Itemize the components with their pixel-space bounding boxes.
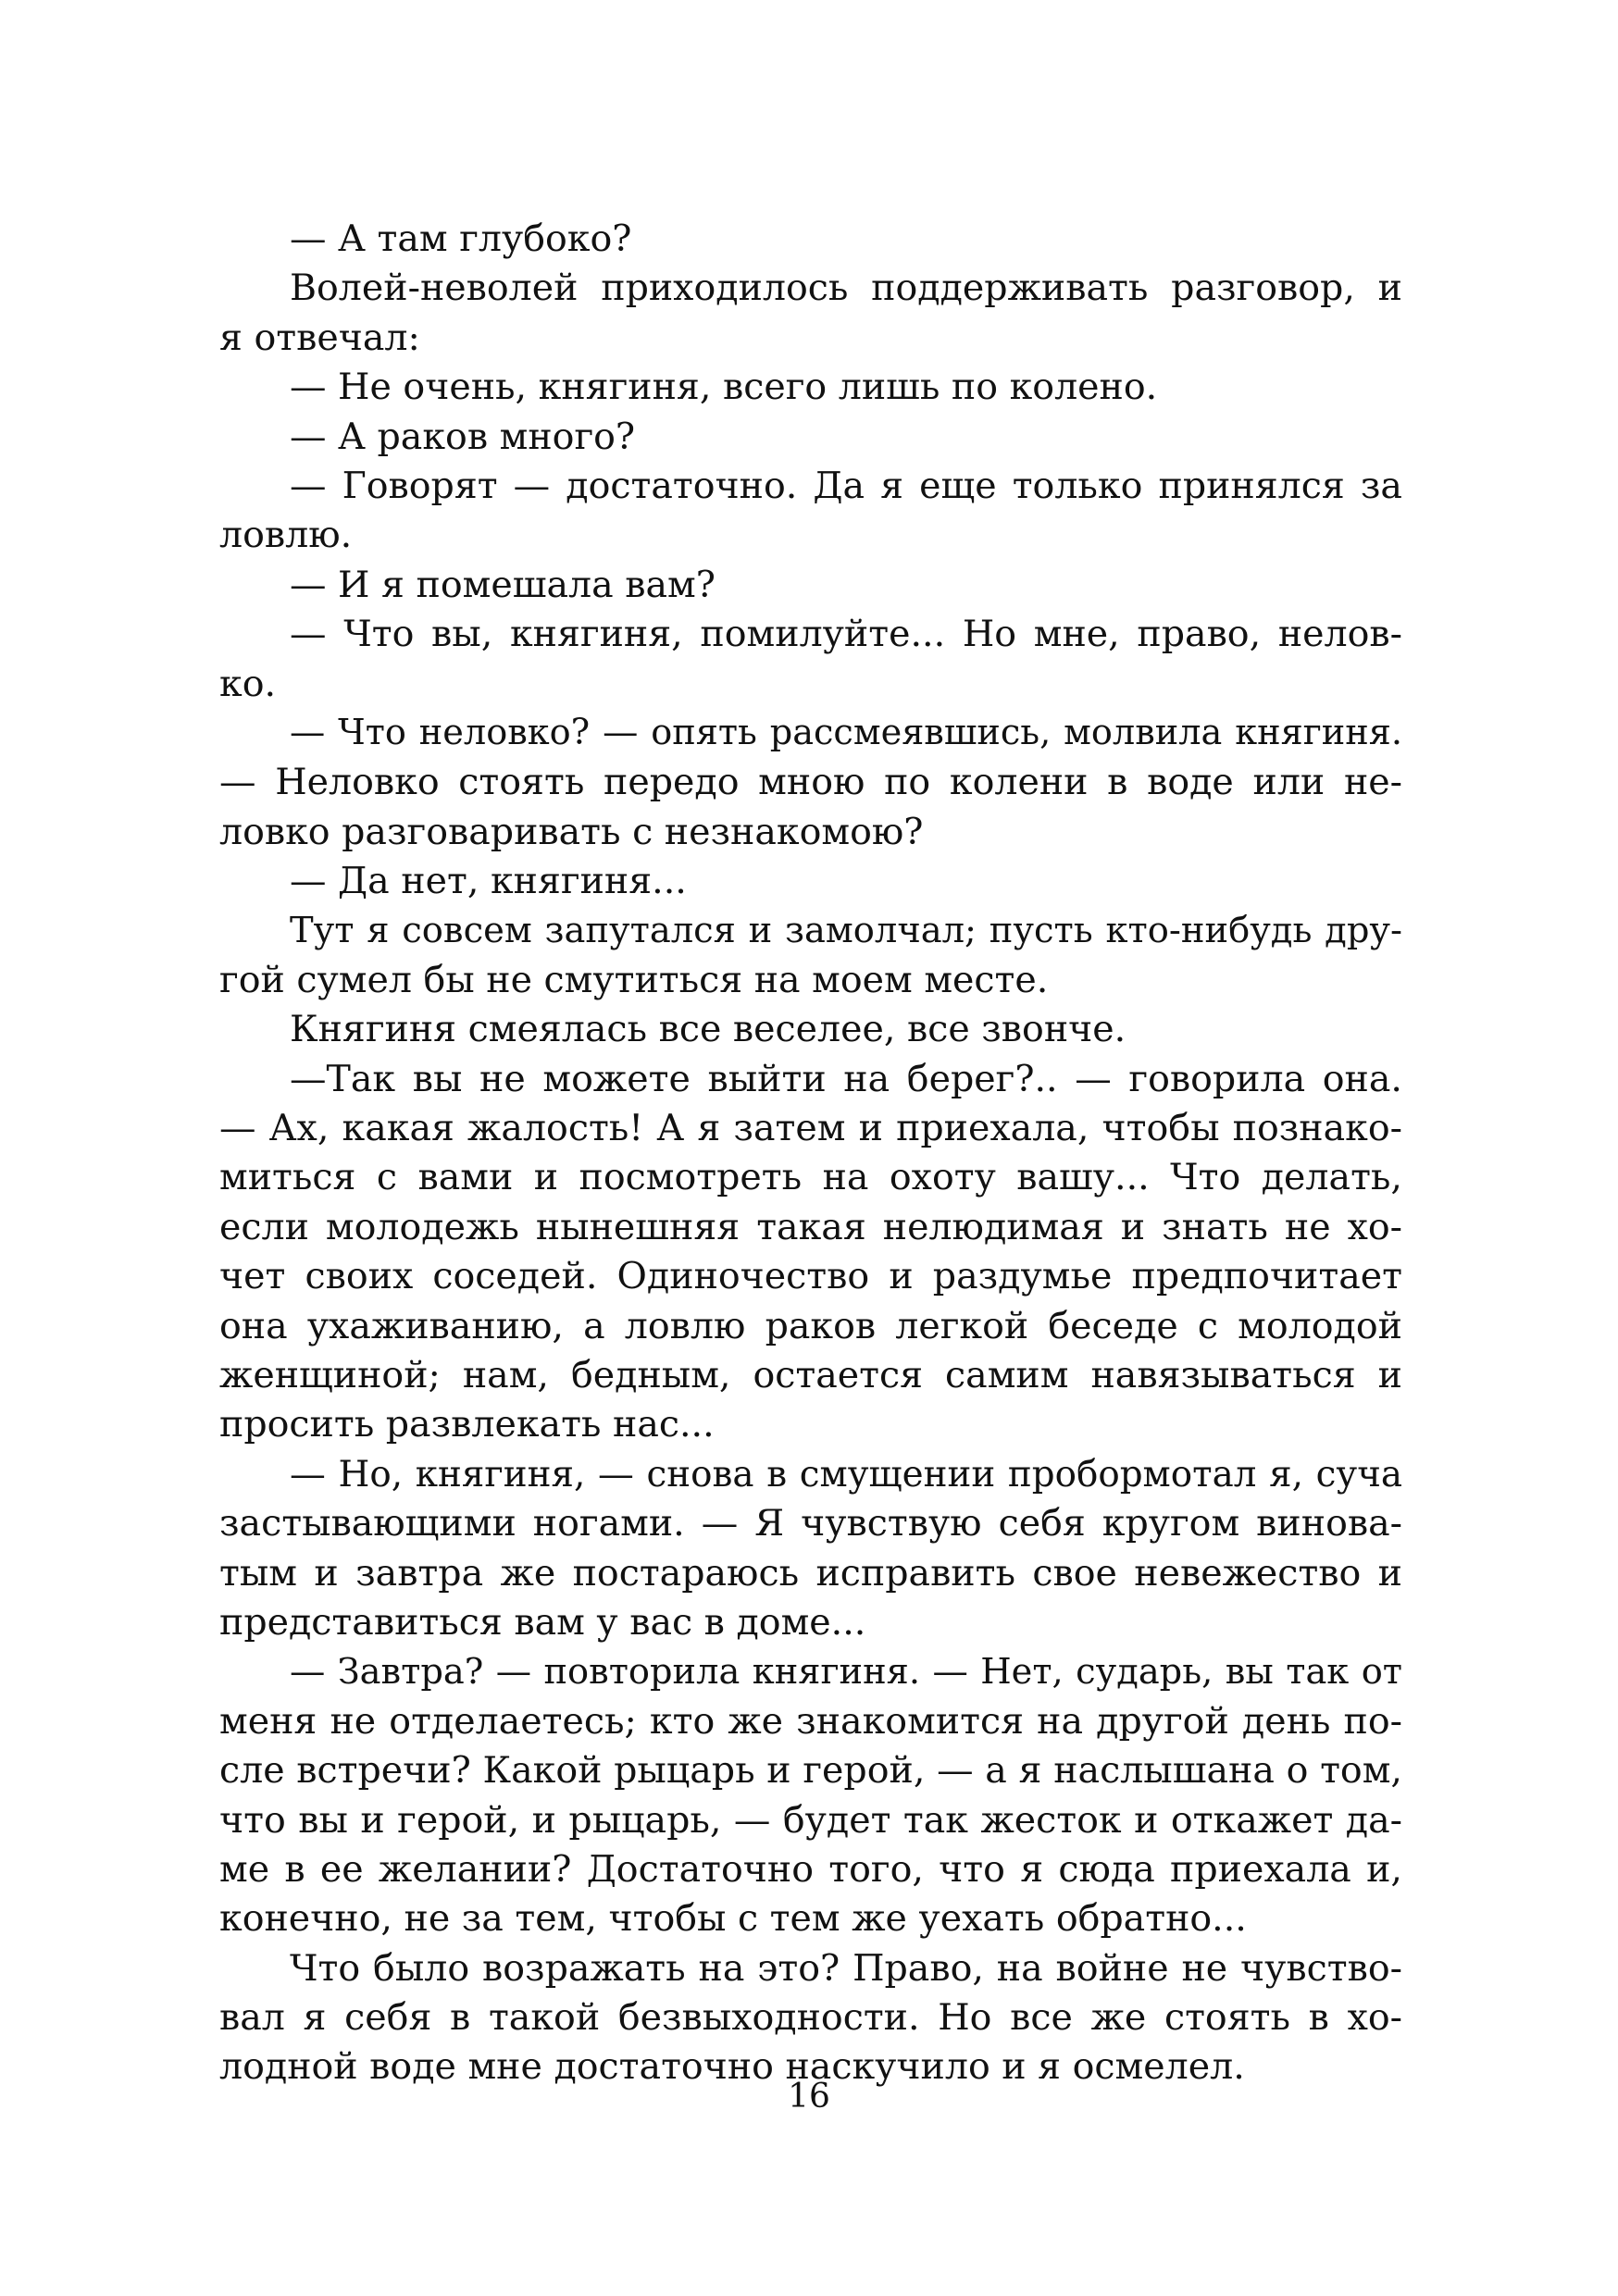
text-line: миться с вами и посмотреть на охоту вашу... Что делать, [219,1156,1402,1199]
text-line: — Неловко стоять передо мною по колени в воде или не- [219,761,1402,804]
text-line: гой сумел бы не смутиться на моем месте. [219,958,1049,1001]
text-line: лодной воде мне достаточно наскучило и я осмелел. [219,2045,1245,2089]
text-line: просить развлекать нас... [219,1403,715,1446]
text-line: сле встречи? Какой рыцарь и герой, — а я наслышана о том, [219,1749,1402,1793]
text-line: ловко разговаривать с незнакомою? [219,810,924,853]
text-line: — Да нет, княгиня... [290,860,687,903]
text-line: — И я помешала вам? [290,563,716,606]
text-line: — Что вы, княгиня, помилуйте... Но мне, право, нелов- [290,613,1402,656]
text-line: что вы и герой, и рыцарь, — будет так жесток и откажет да- [219,1798,1402,1842]
text-line: представиться вам у вас в доме... [219,1600,866,1644]
text-line: — Говорят — достаточно. Да я еще только принялся за [290,464,1402,507]
text-line: ме в ее желании? Достаточно того, что я сюда приехала и, [219,1847,1402,1891]
text-line: чет своих соседей. Одиночество и раздумье предпочитает [219,1255,1402,1298]
page-number: 16 [788,2078,830,2116]
text-line: тым и завтра же постараюсь исправить свое невежество и [219,1551,1402,1595]
text-line: она ухаживанию, а ловлю раков легкой беседе с молодой [219,1304,1402,1347]
text-line: женщиной; нам, бедным, остается самим навязываться и [219,1353,1402,1396]
text-line: конечно, не за тем, чтобы с тем же уехать обратно... [219,1897,1247,1941]
text-line: Княгиня смеялась все веселее, все звонче. [290,1008,1126,1051]
text-line: — Не очень, княгиня, всего лишь по колено. [290,366,1158,409]
text-line: если молодежь нынешняя такая нелюдимая и знать не хо- [219,1205,1402,1248]
text-line: ловлю. [219,514,353,557]
body-text [219,215,1402,2092]
text-line: — Ах, какая жалость! А я затем и приехала, чтобы познако- [219,1107,1402,1150]
text-line: —Так вы не можете выйти на берег?.. — говорила она. [290,1057,1402,1100]
text-line: застывающими ногами. — Я чувствую себя кругом винова- [219,1502,1402,1545]
text-line: я отвечал: [219,316,420,359]
text-line: ко. [219,662,277,705]
text-line: меня не отделаетесь; кто же знакомится на другой день по- [219,1699,1402,1743]
text-line: — А раков много? [290,415,636,458]
text-line: Волей-неволей приходилось поддерживать разговор, и [290,267,1402,310]
text-line: — Что неловко? — опять рассмеявшись, молвила княгиня. [290,712,1402,753]
text-line: — Завтра? — повторила княгиня. — Нет, сударь, вы так от [290,1651,1402,1694]
text-line: Что было возражать на это? Право, на войне не чувство- [290,1946,1402,1990]
text-line: Тут я совсем запутался и замолчал; пусть кто-нибудь дру- [290,910,1402,952]
text-line: — А там глубоко? [290,217,632,260]
text-line: — Но, княгиня, — снова в смущении пробормотал я, суча [290,1453,1402,1496]
text-line: вал я себя в такой безвыходности. Но все же стоять в хо- [219,1996,1402,2040]
